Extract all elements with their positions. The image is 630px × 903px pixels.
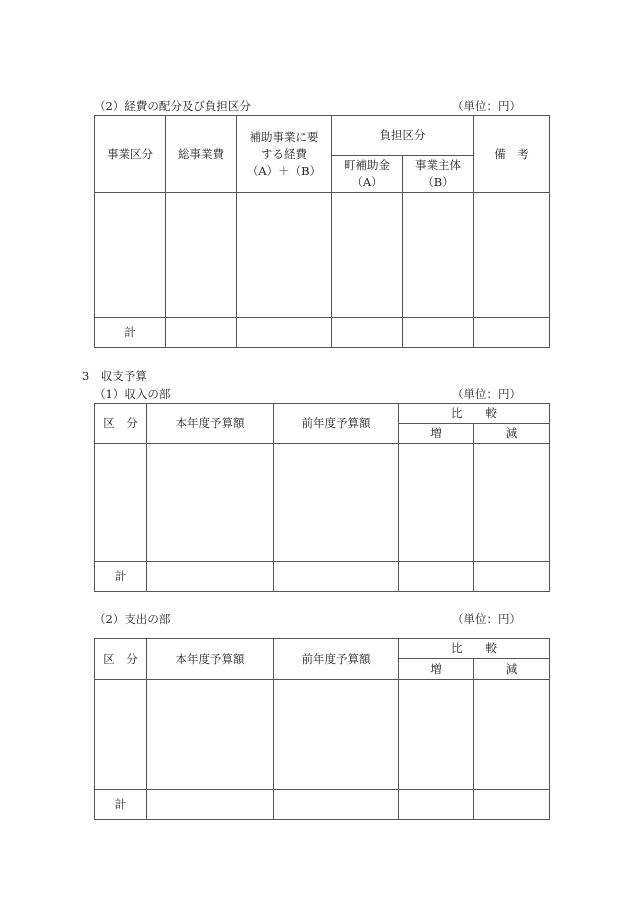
total-cell[interactable] — [399, 790, 474, 820]
header-previous-budget: 前年度予算額 — [274, 639, 399, 680]
cell-category[interactable] — [95, 680, 147, 790]
budget-heading: 3 収支予算 — [82, 369, 147, 383]
cell-increase[interactable] — [399, 680, 474, 790]
header-town-subsidy — [332, 156, 403, 193]
total-label: 計 — [95, 318, 166, 348]
header-category: 区 分 — [95, 404, 147, 444]
total-cell[interactable] — [474, 318, 550, 348]
cell-decrease[interactable] — [474, 680, 550, 790]
total-cell[interactable] — [166, 318, 237, 348]
cell-current-budget[interactable] — [147, 444, 274, 562]
total-cell[interactable] — [147, 562, 274, 592]
cell-decrease[interactable] — [474, 444, 550, 562]
header-operator — [403, 156, 474, 193]
total-cell[interactable] — [147, 790, 274, 820]
header-burden: 負担区分 — [332, 116, 474, 156]
total-row — [95, 318, 550, 348]
cell-current-budget[interactable] — [147, 680, 274, 790]
expense-allocation-table — [94, 115, 550, 348]
total-cell[interactable] — [237, 318, 332, 348]
header-subsidy-cost — [237, 116, 332, 193]
cell-subsidy-cost[interactable] — [237, 193, 332, 318]
total-cell[interactable] — [474, 562, 550, 592]
total-cell[interactable] — [399, 562, 474, 592]
total-row — [95, 562, 550, 592]
header-decrease: 減 — [474, 424, 550, 444]
cell-increase[interactable] — [399, 444, 474, 562]
total-cell[interactable] — [274, 790, 399, 820]
table-row — [95, 444, 550, 562]
header-total-cost: 総事業費 — [166, 116, 237, 193]
total-label: 計 — [95, 790, 147, 820]
cell-previous-budget[interactable] — [274, 444, 399, 562]
cell-category[interactable] — [95, 193, 166, 318]
unit-label: （単位：円） — [452, 387, 521, 401]
header-current-budget: 本年度予算額 — [147, 404, 274, 444]
cell-town-subsidy[interactable] — [332, 193, 403, 318]
total-cell[interactable] — [274, 562, 399, 592]
cell-total-cost[interactable] — [166, 193, 237, 318]
header-category: 区 分 — [95, 639, 147, 680]
header-comparison: 比 較 — [399, 639, 550, 659]
total-cell[interactable] — [332, 318, 403, 348]
header-category: 事業区分 — [95, 116, 166, 193]
header-increase: 増 — [399, 659, 474, 680]
income-heading: （1）収入の部 — [94, 387, 171, 401]
total-label: 計 — [95, 562, 147, 592]
table-row — [95, 193, 550, 318]
expense-heading: （2）支出の部 — [94, 612, 171, 626]
header-subsidy-cost-line3: （A）＋（B） — [246, 163, 322, 178]
total-row — [95, 790, 550, 820]
unit-label: （単位：円） — [452, 99, 521, 113]
header-subsidy-cost-line2: する経費 — [261, 146, 307, 161]
header-current-budget: 本年度予算額 — [147, 639, 274, 680]
header-previous-budget: 前年度予算額 — [274, 404, 399, 444]
header-operator-line1: 事業主体 — [415, 158, 461, 172]
header-remarks: 備 考 — [474, 116, 550, 193]
header-increase: 増 — [399, 424, 474, 444]
header-town-subsidy-line1: 町補助金 — [344, 158, 390, 172]
table-row — [95, 680, 550, 790]
income-table — [94, 403, 550, 592]
cell-previous-budget[interactable] — [274, 680, 399, 790]
header-comparison: 比 較 — [399, 404, 550, 424]
header-town-subsidy-line2: （A） — [351, 175, 383, 189]
cell-remarks[interactable] — [474, 193, 550, 318]
header-subsidy-cost-line1: 補助事業に要 — [249, 129, 319, 144]
cell-operator[interactable] — [403, 193, 474, 318]
unit-label: （単位：円） — [452, 612, 521, 626]
header-operator-line2: （B） — [422, 175, 454, 189]
header-decrease: 減 — [474, 659, 550, 680]
cell-category[interactable] — [95, 444, 147, 562]
expense-table — [94, 638, 550, 820]
expense-allocation-heading: （2）経費の配分及び負担区分 — [94, 99, 251, 113]
total-cell[interactable] — [403, 318, 474, 348]
total-cell[interactable] — [474, 790, 550, 820]
